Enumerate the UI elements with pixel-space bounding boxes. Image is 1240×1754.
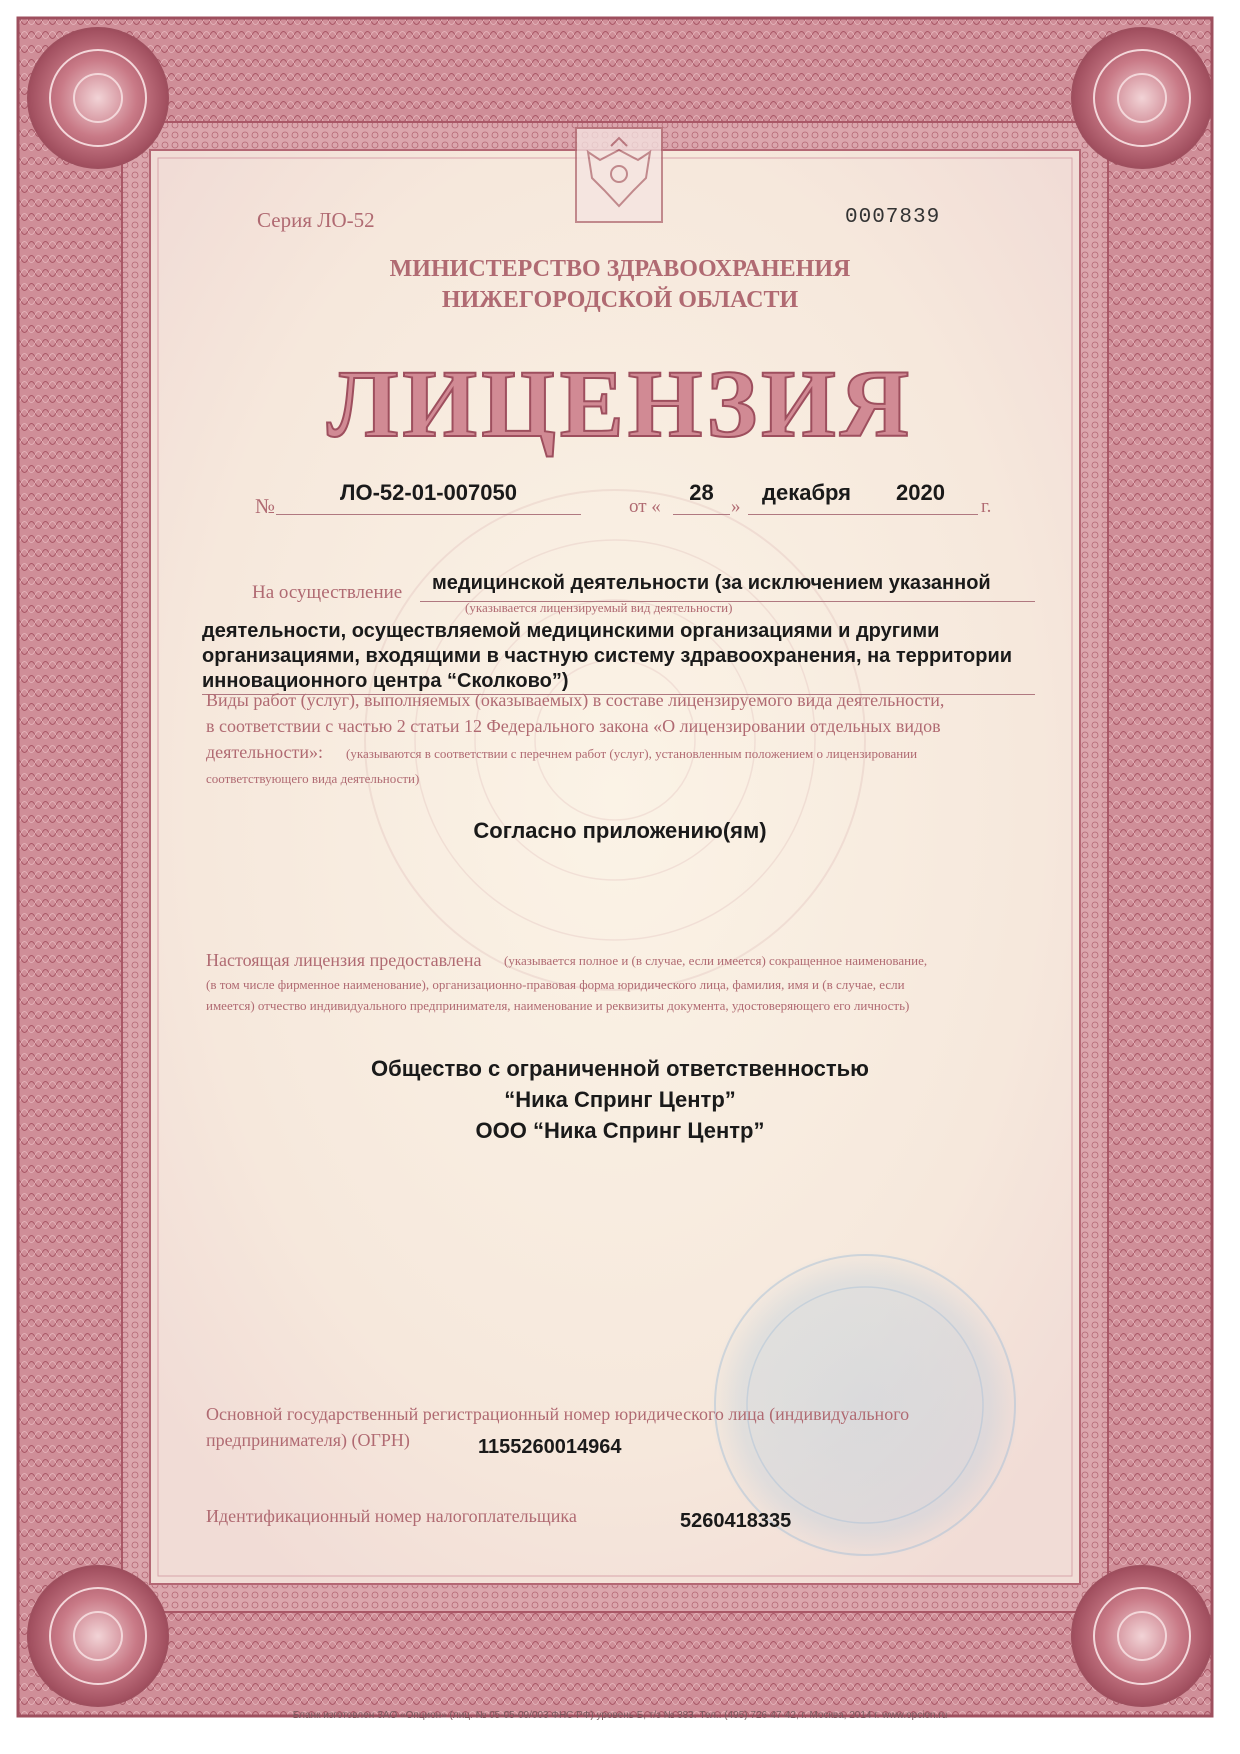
- inn-value: 5260418335: [680, 1510, 792, 1532]
- works-text-line-1: Виды работ (услуг), выполняемых (оказываемых) в составе лицензируемого вида деятельности,: [206, 690, 945, 710]
- licensee-hint-1: (указывается полное и (в случае, если имеется) сокращенное наименование,: [504, 953, 928, 968]
- month-year-underline: [748, 514, 978, 515]
- day-underline: [673, 514, 730, 515]
- works-hint-line-1: (указываются в соответствии с перечнем работ (услуг), установленным положением о лицензировании: [346, 746, 918, 761]
- document-title: ЛИЦЕНЗИЯ: [326, 350, 914, 457]
- blank-number: 0007839: [845, 206, 941, 229]
- activity-line-4: инновационного центра “Сколково”): [202, 670, 569, 692]
- license-year: 2020: [896, 480, 945, 505]
- emblem-icon: [576, 128, 662, 222]
- licensee-name-line-2: “Ника Спринг Центр”: [504, 1087, 736, 1112]
- number-underline: [276, 514, 581, 515]
- printer-footer: Бланк изготовлен ЗАО «Опцион» (лиц. № 05-05-09/003 ФНС РФ) уровень Б, т/з № 383. Тел.: (495) 726-47-42, г. Москва, 2014 г. www.opcion.ru: [292, 1710, 948, 1721]
- ministry-name-line-2: НИЖЕГОРОДСКОЙ ОБЛАСТИ: [441, 287, 799, 313]
- ministry-name-line-1: МИНИСТЕРСТВО ЗДРАВООХРАНЕНИЯ: [389, 256, 851, 282]
- works-hint-line-2: соответствующего вида деятельности): [206, 771, 420, 786]
- licensee-name-line-3: ООО “Ника Спринг Центр”: [475, 1118, 765, 1143]
- activity-line-2: деятельности, осуществляемой медицинскими организациями и другими: [202, 620, 940, 642]
- license-month: декабря: [762, 480, 852, 505]
- ogrn-label-line-2: предпринимателя) (ОГРН): [206, 1430, 410, 1450]
- series-label: Серия ЛО-52: [257, 208, 375, 232]
- licensee-name-line-1: Общество с ограниченной ответственностью: [371, 1056, 869, 1081]
- activity-line-1: медицинской деятельности (за исключением указанной: [432, 572, 991, 594]
- licensee-hint-2: (в том числе фирменное наименование), организационно-правовая форма юридического лица, фамилия, имя и (в случае, если: [206, 977, 905, 992]
- activity-hint: (указывается лицензируемый вид деятельности): [465, 600, 733, 615]
- works-value: Согласно приложению(ям): [473, 818, 767, 843]
- date-from-label: от «: [629, 496, 661, 517]
- works-text-line-2: в соответствии с частью 2 статьи 12 Федерального закона «О лицензировании отдельных видов: [206, 716, 941, 736]
- license-day: 28: [689, 480, 714, 505]
- ogrn-value: 1155260014964: [478, 1436, 622, 1458]
- licensee-hint-3: имеется) отчество индивидуального предпринимателя, наименование и реквизиты документа, удостоверяющего его личность): [206, 998, 910, 1013]
- ogrn-label-line-1: Основной государственный регистрационный номер юридического лица (индивидуального: [206, 1404, 910, 1424]
- year-suffix: г.: [981, 496, 992, 517]
- inn-label: Идентификационный номер налогоплательщика: [206, 1506, 577, 1526]
- works-text-line-3: деятельности»:: [206, 742, 324, 762]
- number-label: №: [255, 494, 276, 518]
- activity-line-3: организациями, входящими в частную систему здравоохранения, на территории: [202, 645, 1013, 667]
- date-quote-close: »: [731, 496, 741, 517]
- licensee-intro: Настоящая лицензия предоставлена: [206, 950, 482, 970]
- activity-label: На осуществление: [252, 582, 403, 603]
- license-number: ЛО-52-01-007050: [340, 480, 517, 505]
